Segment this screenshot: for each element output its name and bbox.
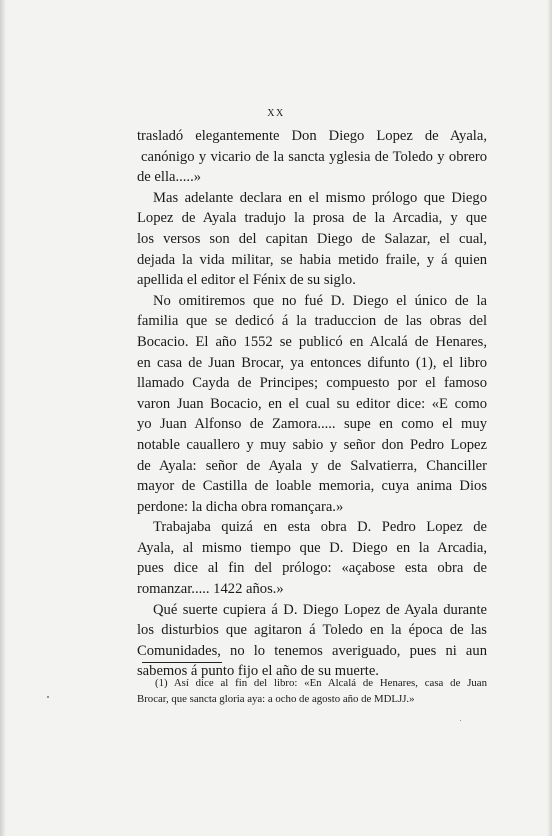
paragraph-start-line: Qué suerte cupiera á D. Diego Lopez de Ayala durante (153, 601, 487, 618)
text-line: mayor de Castilla de loable memoria, cuya anima Dios (137, 478, 487, 495)
page-number: XX (267, 108, 285, 119)
paragraph-start-line: Mas adelante declara en el mismo prólogo que Diego (153, 189, 487, 206)
text-line: canónigo y vicario de la sancta yglesia de Toledo y obrero (141, 148, 487, 165)
footnote-line: Brocar, que sancta gloria aya: a ocho de agosto año de MDLJJ.» (137, 693, 415, 705)
text-line: Ayala, al mismo tiempo que D. Diego en la Arcadia, (137, 539, 487, 556)
text-line: varon Juan Bocacio, en el cual su editor dice: «E como (137, 395, 487, 412)
paper-speck (460, 720, 461, 721)
text-line: yo Juan Alfonso de Zamora..... supe en como el muy (137, 416, 487, 433)
text-line: apellida el editor el Fénix de su siglo. (137, 272, 356, 289)
text-line: Bocacio. El año 1552 se publicó en Alcalá de Henares, (137, 333, 487, 350)
paragraph-start-line: Trabajaba quizá en esta obra D. Pedro Lopez de (153, 519, 487, 536)
text-line: de ella.....» (137, 169, 202, 186)
text-line: de Ayala: señor de Ayala y de Salvatierra, Chanciller (137, 457, 487, 474)
text-line: trasladó elegantemente Don Diego Lopez de Ayala, (137, 128, 487, 144)
paper-speck (47, 696, 49, 698)
page-edge-right (547, 0, 552, 836)
text-line: llamado Cayda de Principes; compuesto por el famoso (137, 375, 487, 392)
footnote-line: (1) Así dice al fin del libro: «En Alcalá de Henares, casa de Juan (155, 677, 487, 689)
text-line: los disturbios que agitaron á Toledo en la época de las (137, 622, 487, 639)
text-line: romanzar..... 1422 años.» (137, 581, 284, 598)
text-line: familia que se dedicó á la traduccion de las obras del (137, 313, 487, 330)
footnote (137, 675, 487, 707)
footnote-rule (142, 662, 222, 663)
text-line: en casa de Juan Brocar, ya entonces difunto (1), el libro (137, 354, 487, 371)
text-line: perdone: la dicha obra romançara.» (137, 498, 344, 515)
text-line: notable cauallero y muy sabio y señor don Pedro Lopez (137, 436, 487, 453)
text-line: Comunidades, no lo tenemos averiguado, pues ni aun (137, 642, 487, 659)
text-line: sabemos á punto fijo el año de su muerte. (137, 663, 379, 680)
paragraph-start-line: No omitiremos que no fué D. Diego el único de la (153, 292, 487, 309)
text-line: Lopez de Ayala tradujo la prosa de la Arcadia, y que (137, 210, 487, 227)
text-line: pues dice al fin del prólogo: «açabose esta obra de (137, 560, 487, 577)
text-line: los versos son del capitan Diego de Salazar, el cual, (137, 230, 487, 247)
body-text (137, 126, 487, 682)
page-edge-left (0, 0, 6, 836)
text-line: dejada la vida militar, se habia metido fraile, y á quien (137, 251, 487, 268)
